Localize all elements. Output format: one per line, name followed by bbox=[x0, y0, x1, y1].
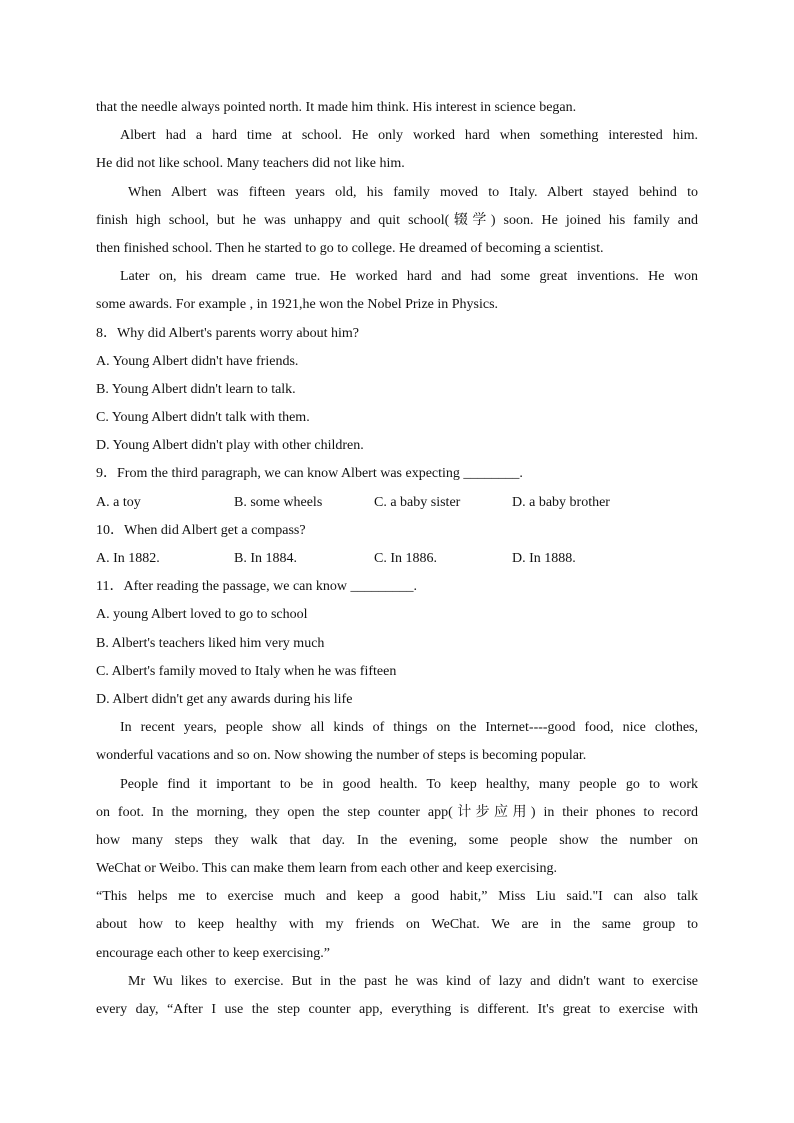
answer-options-row bbox=[96, 489, 698, 517]
answer-options-row bbox=[96, 545, 698, 573]
passage-line: every day, “After I use the step counter app, everything is different. It's great to exercise with bbox=[96, 1002, 698, 1017]
answer-option: D. Young Albert didn't play with other children. bbox=[96, 438, 364, 454]
answer-option: D. a baby brother bbox=[512, 494, 610, 510]
answer-option: C. In 1886. bbox=[374, 551, 437, 566]
answer-option: B. some wheels bbox=[234, 494, 323, 510]
passage-line: on foot. In the morning, they open the step counter app(计步应用) in their phones to record bbox=[96, 804, 698, 820]
passage-line: encourage each other to keep exercising.” bbox=[96, 945, 330, 961]
passage-line: then finished school. Then he started to go to college. He dreamed of becoming a scientist. bbox=[96, 240, 604, 256]
passage-line: People find it important to be in good health. To keep healthy, many people go to work bbox=[120, 776, 698, 792]
question-stem: 11．After reading the passage, we can know _________. bbox=[96, 579, 418, 595]
question-11 bbox=[96, 573, 698, 714]
passage-2 bbox=[96, 714, 698, 1024]
passage-line: some awards. For example , in 1921,he won the Nobel Prize in Physics. bbox=[96, 297, 499, 313]
passage-1 bbox=[96, 94, 698, 320]
question-10 bbox=[96, 517, 698, 573]
passage-line: In recent years, people show all kinds of things on the Internet----good food, nice clothes, bbox=[120, 720, 698, 736]
answer-option: A. In 1882. bbox=[96, 551, 160, 566]
passage-line: WeChat or Weibo. This can make them learn from each other and keep exercising. bbox=[96, 861, 558, 877]
passage-line: Later on, his dream came true. He worked hard and had some great inventions. He won bbox=[120, 269, 698, 285]
answer-option: B. In 1884. bbox=[234, 551, 297, 566]
question-stem: 8．Why did Albert's parents worry about him? bbox=[96, 325, 360, 341]
question-stem: 9．From the third paragraph, we can know Albert was expecting ________. bbox=[96, 466, 523, 482]
answer-option: A. Young Albert didn't have friends. bbox=[96, 353, 299, 369]
passage-line: When Albert was fifteen years old, his family moved to Italy. Albert stayed behind to bbox=[128, 184, 698, 200]
answer-option: A. a toy bbox=[96, 494, 141, 510]
question-9 bbox=[96, 460, 698, 516]
passage-line: finish high school, but he was unhappy and quit school(辍学) soon. He joined his family and bbox=[96, 212, 698, 228]
answer-option: D. Albert didn't get any awards during his life bbox=[96, 691, 353, 707]
answer-option: C. a baby sister bbox=[374, 494, 461, 510]
answer-option: B. Albert's teachers liked him very much bbox=[96, 635, 325, 651]
question-8 bbox=[96, 320, 698, 461]
passage-line: “This helps me to exercise much and keep a good habit,” Miss Liu said."I can also talk bbox=[96, 889, 698, 905]
question-stem: 10．When did Albert get a compass? bbox=[96, 522, 306, 538]
answer-option: C. Young Albert didn't talk with them. bbox=[96, 410, 310, 426]
passage-line: about how to keep healthy with my friends on WeChat. We are in the same group to bbox=[96, 917, 698, 933]
passage-line: He did not like school. Many teachers did not like him. bbox=[96, 156, 405, 172]
answer-option: C. Albert's family moved to Italy when he was fifteen bbox=[96, 663, 397, 679]
passage-line: Albert had a hard time at school. He only worked hard when something interested him. bbox=[120, 128, 698, 144]
passage-line: Mr Wu likes to exercise. But in the past he was kind of lazy and didn't want to exercise bbox=[128, 973, 698, 989]
passage-line: that the needle always pointed north. It made him think. His interest in science began. bbox=[96, 100, 577, 115]
answer-option: B. Young Albert didn't learn to talk. bbox=[96, 381, 296, 397]
passage-line: how many steps they walk that day. In the evening, some people show the number on bbox=[96, 832, 698, 848]
answer-option: D. In 1888. bbox=[512, 551, 576, 566]
passage-line: wonderful vacations and so on. Now showing the number of steps is becoming popular. bbox=[96, 748, 587, 764]
answer-option: A. young Albert loved to go to school bbox=[96, 607, 308, 623]
